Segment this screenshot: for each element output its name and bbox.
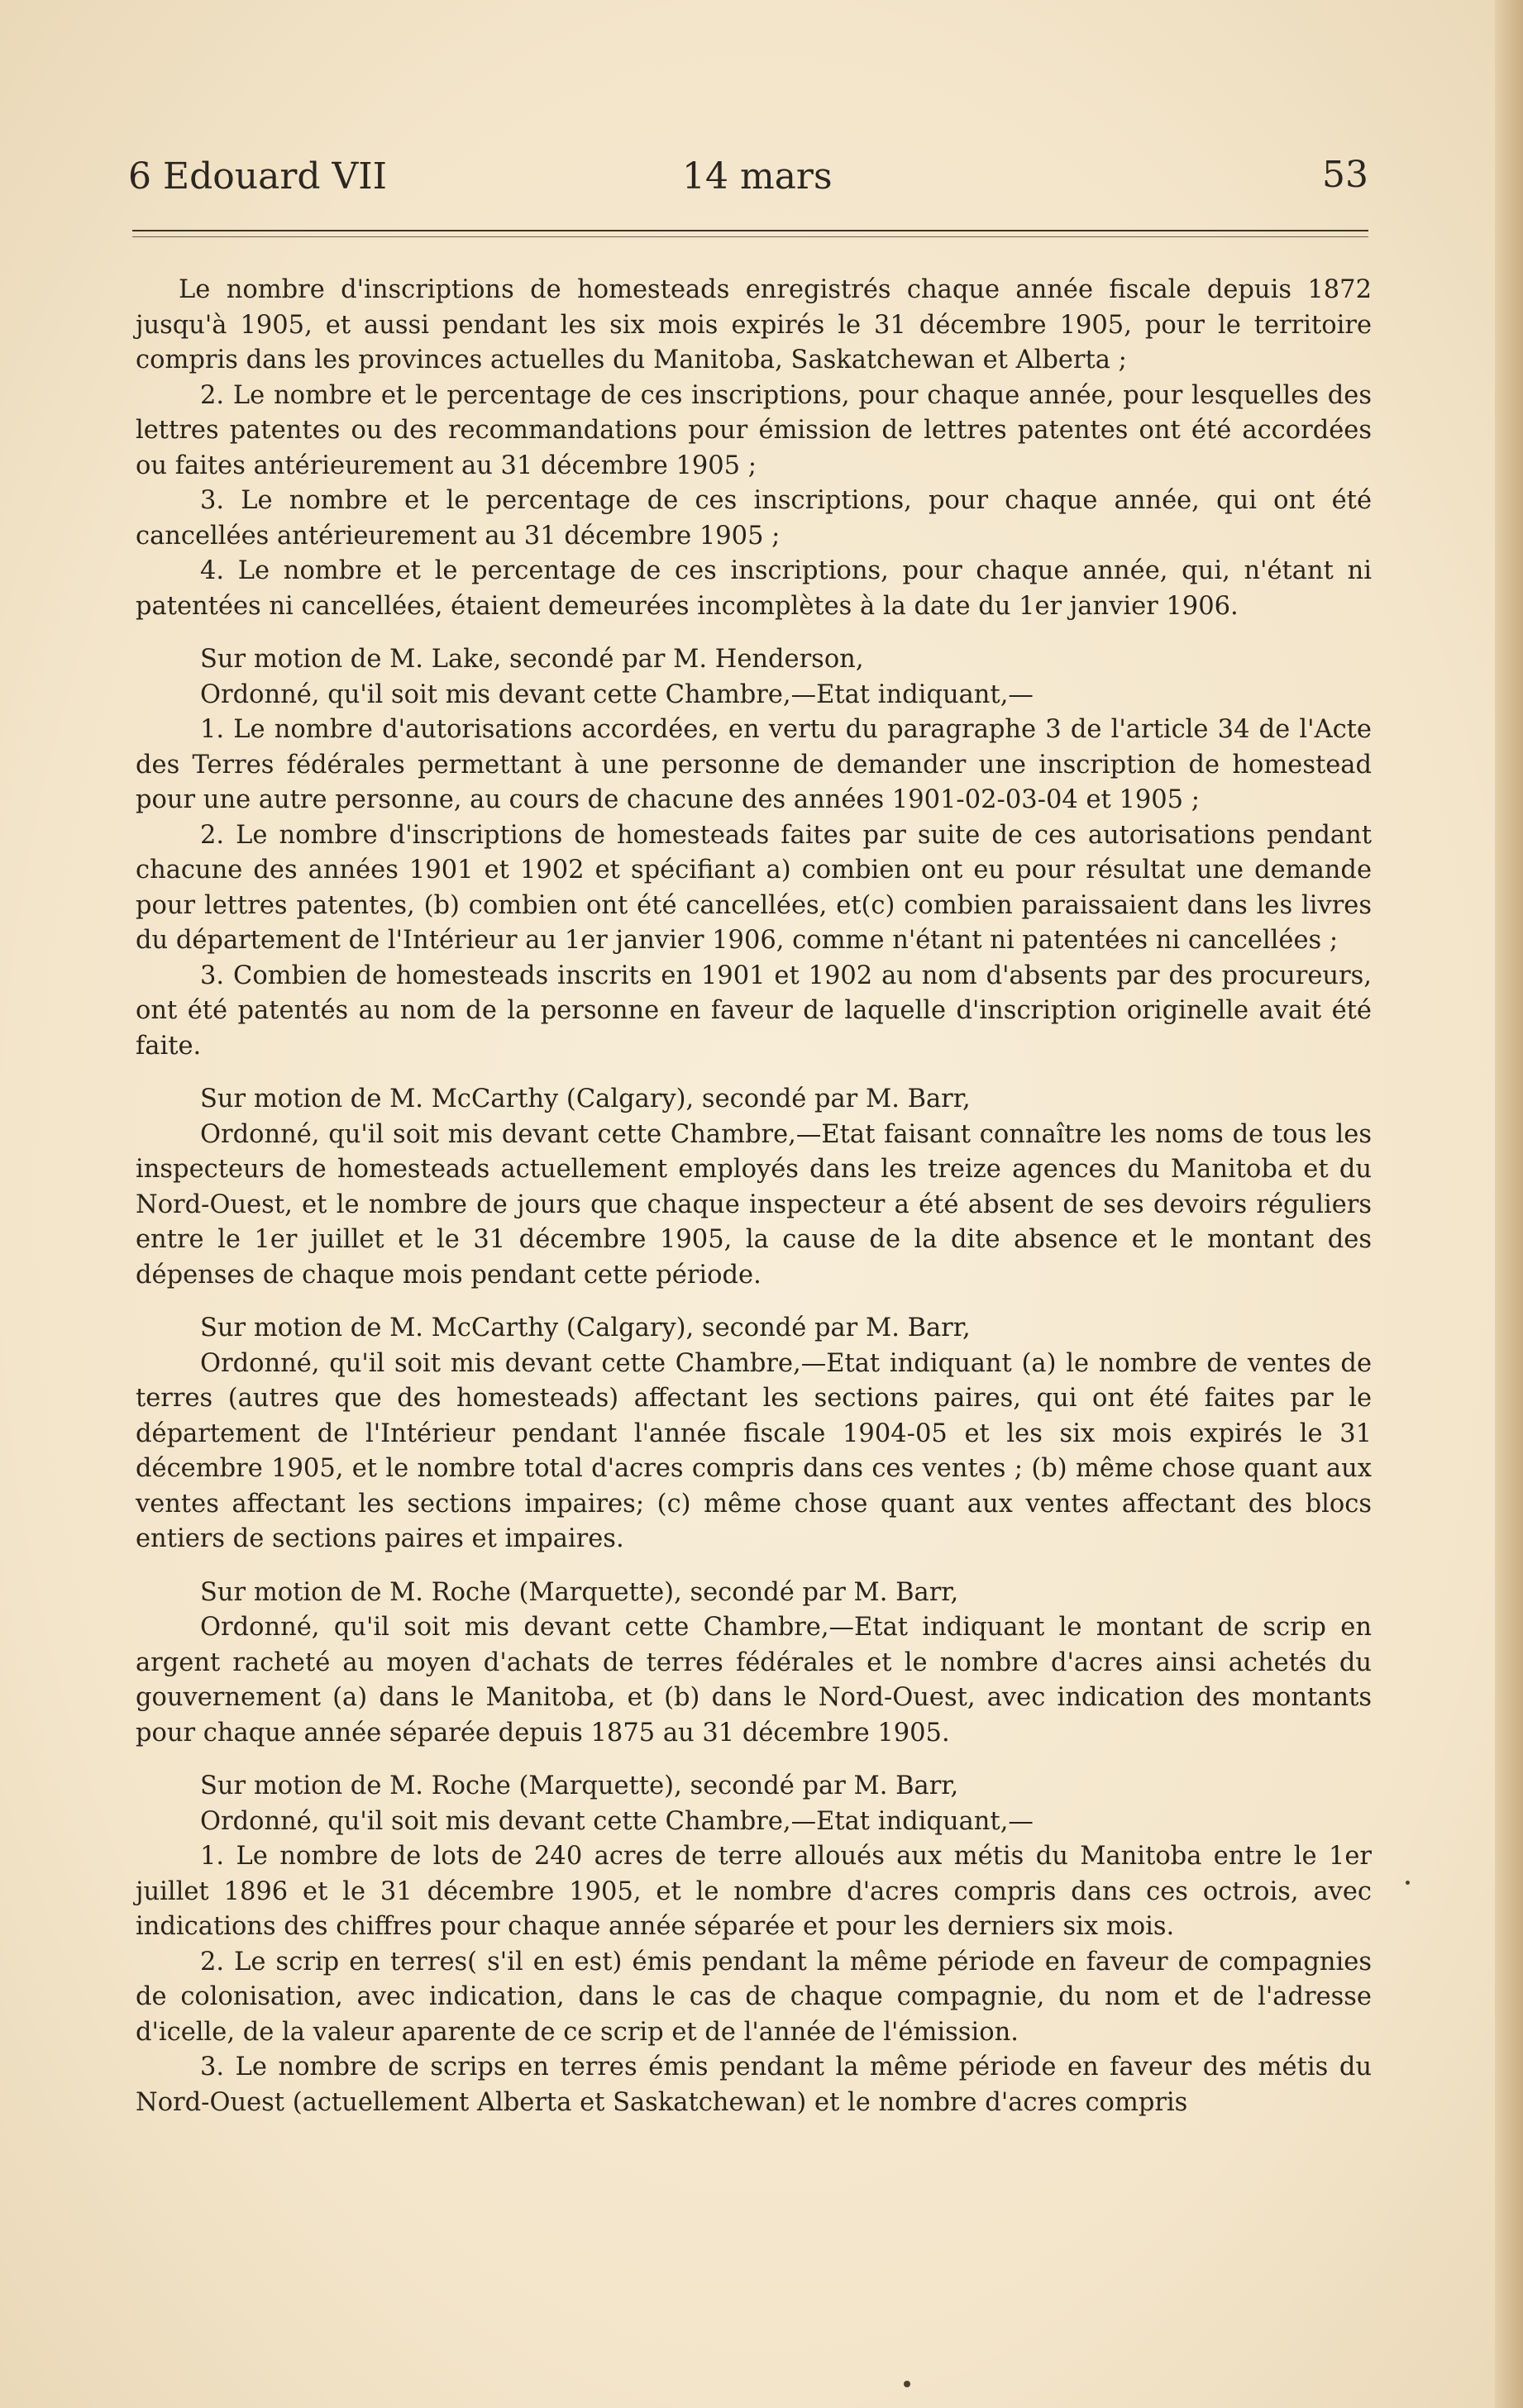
paper-speck xyxy=(1406,1881,1410,1885)
paragraph: 3. Le nombre et le percentage de ces inscriptions, pour chaque année, qui ont été cancellées antérieurement au 31 décembre 1905 ; xyxy=(136,486,1372,551)
motion-heading: Sur motion de M. Roche (Marquette), secondé par M. Barr, xyxy=(200,1577,959,1607)
header-reign: 6 Edouard VII xyxy=(128,155,388,198)
motion-heading: Sur motion de M. McCarthy (Calgary), secondé par M. Barr, xyxy=(200,1314,971,1342)
order-paragraph: Ordonné, qu'il soit mis devant cette Chambre,—Etat indiquant le montant de scrip en argent racheté au moyen d'achats de terres fédérales et le nombre d'acres ainsi achetés du gouvernement (a) dans le Manitoba, et (b) dans le Nord-Ouest, avec indication des montants pour chaque année séparée depuis 1875 au 31 décembre 1905. xyxy=(136,1613,1372,1748)
header-rule xyxy=(132,230,1368,231)
header-rule-secondary xyxy=(132,236,1368,237)
paragraph: 4. Le nombre et le percentage de ces inscriptions, pour chaque année, qui, n'étant ni patentées ni cancellées, étaient demeurées incomplètes à la date du 1er janvier 1906. xyxy=(136,556,1372,621)
paragraph: 2. Le nombre et le percentage de ces inscriptions, pour chaque année, pour lesquelles des lettres patentes ou des recommandations pour émission de lettres patentes ont été accordées ou faites antérieurement au 31 décembre 1905 ; xyxy=(136,380,1372,480)
paragraph: 2. Le scrip en terres( s'il en est) émis pendant la même période en faveur de compagnies de colonisation, avec indication, dans le cas de chaque compagnie, du nom et de l'adresse d'icelle, de la valeur aparente de ce scrip et de l'année de l'émission. xyxy=(136,1947,1372,2047)
motion-heading: Sur motion de M. Lake, secondé par M. Henderson, xyxy=(200,645,864,674)
page-edge xyxy=(1495,0,1523,2408)
order-paragraph: Ordonné, qu'il soit mis devant cette Chambre,—Etat indiquant,— xyxy=(200,1806,1034,1836)
motion-heading: Sur motion de M. McCarthy (Calgary), secondé par M. Barr, xyxy=(200,1085,971,1113)
paragraph: 1. Le nombre de lots de 240 acres de terre alloués aux métis du Manitoba entre le 1er juillet 1896 et le 31 décembre 1905, et le nombre d'acres compris dans ces octrois, avec indications des chiffres pour chaque année séparée et pour les derniers six mois. xyxy=(136,1842,1372,1941)
paragraph: 3. Combien de homesteads inscrits en 1901 et 1902 au nom d'absents par des procureurs, ont été patentés au nom de la personne en faveur de laquelle d'inscription originelle avait été faite. xyxy=(136,961,1372,1061)
order-paragraph: Ordonné, qu'il soit mis devant cette Chambre,—Etat faisant connaître les noms de tous les inspecteurs de homesteads actuellement employés dans les treize agences du Manitoba et du Nord-Ouest, et le nombre de jours que chaque inspecteur a été absent de ses devoirs réguliers entre le 1er juillet et le 31 décembre 1905, la cause de la dite absence et le montant des dépenses de chaque mois pendant cette période. xyxy=(136,1119,1372,1290)
motion-heading: Sur motion de M. Roche (Marquette), secondé par M. Barr, xyxy=(200,1771,959,1800)
header-date: 14 mars xyxy=(682,155,833,198)
paragraph: Le nombre d'inscriptions de homesteads enregistrés chaque année fiscale depuis 1872 jusqu'à 1905, et aussi pendant les six mois expirés le 31 décembre 1905, pour le territoire compris dans les provinces actuelles du Manitoba, Saskatchewan et Alberta ; xyxy=(136,275,1372,374)
paragraph: 3. Le nombre de scrips en terres émis pendant la même période en faveur des métis du Nord-Ouest (actuellement Alberta et Saskatchewan) et le nombre d'acres compris xyxy=(136,2053,1372,2117)
paper-speck xyxy=(904,2381,910,2387)
paragraph: 1. Le nombre d'autorisations accordées, en vertu du paragraphe 3 de l'article 34 de l'Acte des Terres fédérales permettant à une personne de demander une inscription de homestead pour une autre personne, au cours de chacune des années 1901-02-03-04 et 1905 ; xyxy=(136,715,1372,814)
order-paragraph: Ordonné, qu'il soit mis devant cette Chambre,—Etat indiquant (a) le nombre de ventes de terres (autres que des homesteads) affectant les sections paires, qui ont été faites par le département de l'Intérieur pendant l'année fiscale 1904-05 et les six mois expirés le 31 décembre 1905, et le nombre total d'acres compris dans ces ventes ; (b) même chose quant aux ventes affectant les sections impaires; (c) même chose quant aux ventes affectant des blocs entiers de sections paires et impaires. xyxy=(136,1348,1372,1553)
order-paragraph: Ordonné, qu'il soit mis devant cette Chambre,—Etat indiquant,— xyxy=(200,679,1034,709)
page-header xyxy=(128,147,1368,213)
paragraph: 2. Le nombre d'inscriptions de homesteads faites par suite de ces autorisations pendant chacune des années 1901 et 1902 et spécifiant a) combien ont eu pour résultat une demande pour lettres patentes, (b) combien ont été cancellées, et(c) combien paraissaient dans les livres du département de l'Intérieur au 1er janvier 1906, comme n'étant ni patentées ni cancellées ; xyxy=(136,820,1372,955)
document-body xyxy=(136,273,1372,2120)
page-number: 53 xyxy=(1322,154,1368,196)
